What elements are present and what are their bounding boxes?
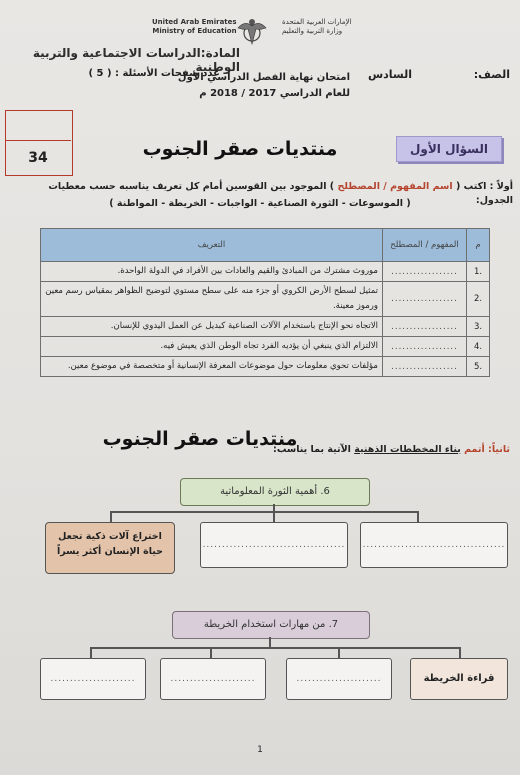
- question-1-tag: السؤال الأول: [396, 136, 502, 162]
- instruction-prefix: أولاً : اكتب (: [455, 181, 513, 192]
- diagram-2-connector: [210, 647, 212, 658]
- row-definition: الاتجاه نحو الإنتاج باستخدام الآلات الصناعية كبديل عن العمل اليدوي للإنسان.: [41, 317, 383, 337]
- header-definition: التعريف: [41, 229, 383, 262]
- row-definition: مؤلفات تحوي معلومات حول موضوعات المعرفة الإنسانية أو متخصصة في موضوع معين.: [41, 357, 383, 377]
- instruction-suffix: ) الموجود بين القوسين أمام كل تعريف يناسبه حسب معطيات الجدول:: [48, 181, 513, 206]
- diagram-2-answer-blank[interactable]: ......................: [286, 658, 392, 700]
- subject-title: المادة:الدراسات الاجتماعية والتربية الوطنية: [32, 46, 240, 74]
- uae-emblem-icon: [234, 14, 270, 50]
- section-2-instruction: [110, 444, 510, 455]
- answer-blank[interactable]: ..................: [383, 357, 467, 377]
- diagram-2-connector: [90, 647, 460, 649]
- grade-value: السادس: [367, 68, 412, 81]
- answer-blank[interactable]: ..................: [383, 317, 467, 337]
- answer-blank[interactable]: ..................: [383, 282, 467, 317]
- diagram-2-connector: [90, 647, 92, 658]
- score-divider: [5, 140, 71, 141]
- table-row: [41, 262, 490, 282]
- table-row: [41, 317, 490, 337]
- exam-title: امتحان نهاية الفصل الدراسي الأول: [177, 72, 350, 83]
- answer-blank[interactable]: ..................: [383, 337, 467, 357]
- row-number: .1: [467, 262, 490, 282]
- diagram-1-answer-blank[interactable]: .....................................: [360, 522, 508, 568]
- section-2-highlight: بناء المخططات الذهنية: [354, 444, 461, 455]
- pages-count: عدد صفحات الأسئلة : ( 5 ): [88, 68, 220, 79]
- diagram-2-answer-blank[interactable]: ......................: [40, 658, 146, 700]
- header-number: م: [467, 229, 490, 262]
- row-number: .5: [467, 357, 490, 377]
- diagram-2-answer-blank[interactable]: ......................: [160, 658, 266, 700]
- diagram-1-title: 6. أهمية الثورة المعلوماتية: [180, 478, 370, 506]
- org-name-ar: الإمارات العربية المتحدة وزارة التربية والتعليم: [282, 18, 352, 35]
- table-row: [41, 357, 490, 377]
- row-definition: تمثيل لسطح الأرض الكروي أو جزء منه على سطح مستوي لتوضيح الظواهر بمقياس رسم معين ورموز معينة.: [41, 282, 383, 317]
- diagram-1-connector: [110, 511, 418, 513]
- diagram-2-connector: [459, 647, 461, 658]
- diagram-1-connector: [110, 511, 112, 522]
- answer-blank[interactable]: ..................: [383, 262, 467, 282]
- section-2-prefix: ثانياً: أتمم: [464, 444, 510, 455]
- diagram-2-title: 7. من مهارات استخدام الخريطة: [172, 611, 370, 639]
- grade-label: الصف:: [473, 68, 510, 81]
- row-definition: الالتزام الذي ينبغي أن يؤديه الفرد تجاه الوطن الذي يعيش فيه.: [41, 337, 383, 357]
- diagram-1-connector: [417, 511, 419, 522]
- diagram-2-connector: [338, 647, 340, 658]
- page-number: 1: [257, 745, 263, 755]
- table-row: [41, 337, 490, 357]
- exam-year: للعام الدراسي 2017 / 2018 م: [199, 88, 350, 99]
- row-number: .3: [467, 317, 490, 337]
- section-2-suffix: الآتية بما يناسب:: [273, 444, 351, 455]
- diagram-1-answer-blank[interactable]: .....................................: [200, 522, 348, 568]
- header-concept: المفهوم / المصطلح: [383, 229, 467, 262]
- row-number: .4: [467, 337, 490, 357]
- instruction-highlight: اسم المفهوم / المصطلح: [337, 181, 453, 192]
- score-value: 34: [28, 150, 48, 166]
- row-number: .2: [467, 282, 490, 317]
- diagram-1-answer-filled: اختراع آلات ذكية تجعل حياة الإنسان أكثر يسراً: [45, 522, 175, 574]
- row-definition: موروث مشترك من المبادئ والقيم والعادات بين الأفراد في الدولة الواحدة.: [41, 262, 383, 282]
- table-row: [41, 282, 490, 317]
- watermark-top: منتديات صقر الجنوب: [142, 138, 338, 160]
- word-bank: ( الموسوعات - الثورة الصناعية - الواجبات - الخريطة - المواطنة ): [109, 198, 411, 209]
- table-header-row: [41, 229, 490, 262]
- score-box: [5, 110, 73, 176]
- watermark-middle: منتديات صقر الجنوب: [102, 428, 298, 450]
- org-name-en: United Arab Emirates Ministry of Education: [152, 18, 237, 35]
- diagram-1-connector: [273, 511, 275, 522]
- diagram-2-answer-filled: قراءة الخريطة: [410, 658, 508, 700]
- definitions-table: [40, 228, 490, 377]
